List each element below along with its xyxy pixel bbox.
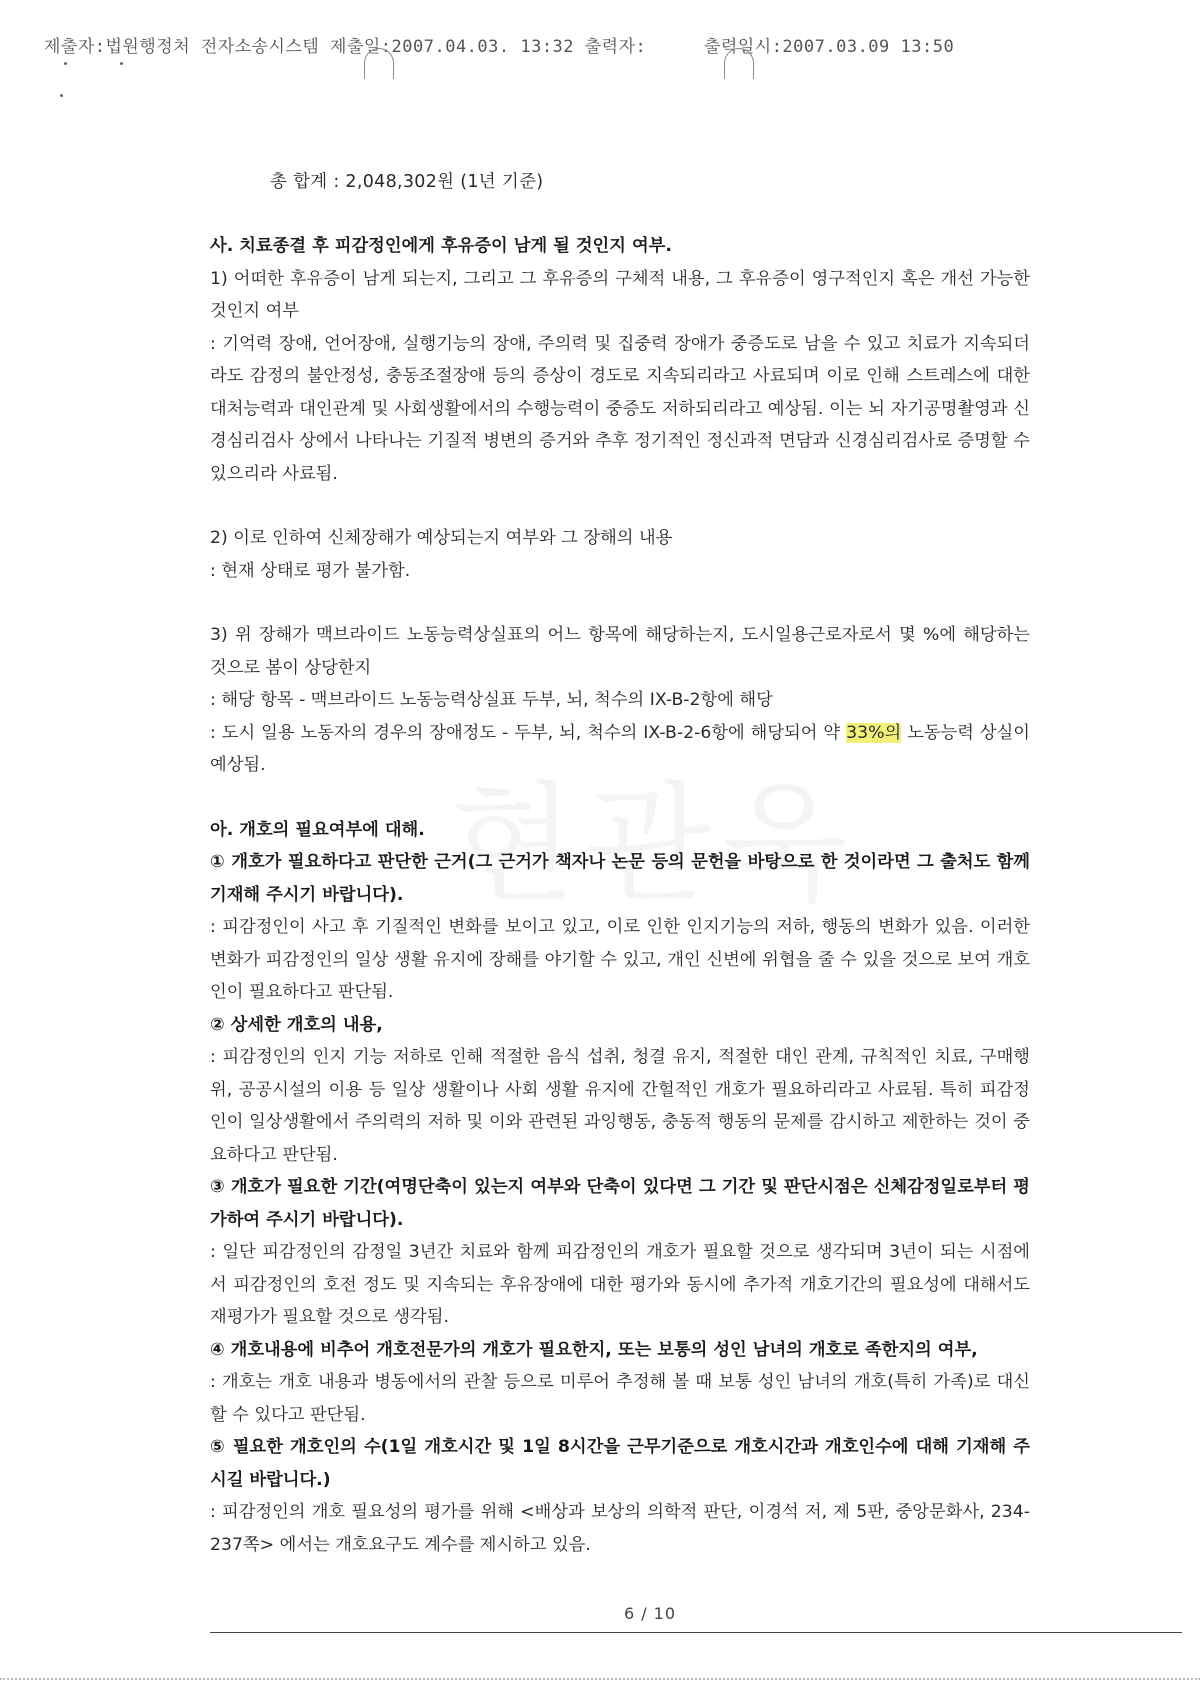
scan-speck: [120, 62, 123, 65]
fax-header-right: 출력일시:2007.03.09 13:50: [704, 37, 955, 57]
fax-header-left: 제출자:법원행정처 전자소송시스템 제출일:2007.04.03. 13:32 출력자:: [44, 37, 647, 57]
scan-speck: [60, 94, 63, 97]
punch-hole-mark: [724, 48, 754, 79]
care-item-4-heading: ④ 개호내용에 비추어 개호전문가의 개호가 필요한지, 또는 보통의 성인 남녀의 개호로 족한지의 여부,: [210, 1339, 978, 1360]
section-sa-question-2: 2) 이로 인하여 신체장해가 예상되는지 여부와 그 장해의 내용: [210, 528, 673, 548]
section-sa-question-3: 3) 위 장해가 맥브라이드 노동능력상실표의 어느 항목에 해당하는지, 도시일용근로자로서 몇 %에 해당하는 것으로 봄이 상당한지: [210, 625, 1030, 678]
total-sum: 총 합계 : 2,048,302원 (1년 기준): [270, 172, 544, 192]
degree-text-end: 노동능력 상실이 예상됨.: [210, 722, 1030, 775]
care-item-1-answer: : 피감정인이 사고 후 기질적인 변화를 보이고 있고, 이로 인한 인지기능의 저하, 행동의 변화가 있음. 이러한 변화가 피감정인의 일상 생활 유지에 장해를 야기할 수 있고, 개인 신변에 위협을 줄 수 있을 것으로 보여 개호인이 필요하다고 판단됨.: [210, 917, 1030, 1002]
footer-rule: [210, 1632, 1182, 1633]
section-a-heading: 아. 개호의 필요여부에 대해.: [210, 819, 425, 840]
care-item-5-heading: ⑤ 필요한 개호인의 수(1일 개호시간 및 1일 8시간을 근무기준으로 개호시간과 개호인수에 대해 기재해 주시길 바랍니다.): [210, 1437, 1030, 1490]
section-sa-answer-2: : 현재 상태로 평가 불가함.: [210, 560, 411, 581]
section-sa-question-1: 1) 어떠한 후유증이 남게 되는지, 그리고 그 후유증의 구체적 내용, 그 후유증이 영구적인지 혹은 개선 가능한 것인지 여부: [210, 268, 1030, 321]
document-body: [210, 230, 1030, 1561]
section-sa-answer-1: : 기억력 장애, 언어장애, 실행기능의 장애, 주의력 및 집중력 장애가 중증도로 남을 수 있고 치료가 지속되더라도 감정의 불안정성, 충동조절장애 등의 증상이 경도로 지속되리라고 사료되며 이로 인해 스트레스에 대한 대처능력과 대인관계 및 사회생활에서의 수행능력이 중증도 저하되리라고 예상됨. 이는 뇌 자기공명촬영과 신경심리검사 상에서 나타나는 기질적 병변의 증거와 추후 정기적인 정신과적 면담과 신경심리검사로 증명할 수 있으리라 사료됨.: [210, 333, 1030, 484]
care-item-2-heading: ② 상세한 개호의 내용,: [210, 1014, 383, 1035]
scan-speck: [64, 62, 67, 65]
care-item-3-heading: ③ 개호가 필요한 기간(여명단축이 있는지 여부와 단축이 있다면 그 기간 및 판단시점은 신체감정일로부터 평가하여 주시기 바랍니다).: [210, 1177, 1030, 1230]
section-sa-heading: 사. 치료종결 후 피감정인에게 후유증이 남게 될 것인지 여부.: [210, 236, 672, 256]
care-item-1-heading: ① 개호가 필요하다고 판단한 근거(그 근거가 책자나 논문 등의 문헌을 바탕으로 한 것이라면 그 출처도 함께 기재해 주시기 바랍니다).: [210, 852, 1030, 905]
page-number: 6 / 10: [623, 1604, 677, 1623]
care-item-2-answer: : 피감정인의 인지 기능 저하로 인해 적절한 음식 섭취, 청결 유지, 적절한 대인 관계, 규칙적인 치료, 구매행위, 공공시설의 이용 등 일상 생활이나 사회 생활 유지에 간헐적인 개호가 필요하리라고 사료됨. 특히 피감정인이 일상생활에서 주의력의 저하 및 이와 관련된 과잉행동, 충동적 행동의 문제를 감시하고 제한하는 것이 중요하다고 판단됨.: [210, 1047, 1030, 1165]
care-item-3-answer: : 일단 피감정인의 감정일 3년간 치료와 함께 피감정인의 개호가 필요할 것으로 생각되며 3년이 되는 시점에서 피감정인의 호전 정도 및 지속되는 후유장애에 대한 평가와 동시에 추가적 개호기간의 필요성에 대해서도 재평가가 필요할 것으로 생각됨.: [210, 1242, 1030, 1327]
degree-text: : 도시 일용 노동자의 경우의 장애정도 - 두부, 뇌, 척수의 IX-B-2-6항에 해당되어 약: [210, 722, 847, 743]
section-sa-answer-3-degree: [210, 717, 1030, 782]
care-item-5-answer: : 피감정인의 개호 필요성의 평가를 위해 <배상과 보상의 의학적 판단, 이경석 저, 제 5판, 중앙문화사, 234-237쪽> 에서는 개호요구도 계수를 제시하고 있음.: [210, 1502, 1030, 1555]
care-item-4-answer: : 개호는 개호 내용과 병동에서의 관찰 등으로 미루어 추정해 볼 때 보통 성인 남녀의 개호(특히 가족)로 대신할 수 있다고 판단됨.: [210, 1372, 1030, 1425]
section-sa-answer-3-item: : 해당 항목 - 맥브라이드 노동능력상실표 두부, 뇌, 척수의 IX-B-2항에 해당: [210, 690, 773, 710]
punch-hole-mark: [364, 48, 394, 79]
scan-edge: [0, 1678, 1200, 1680]
highlighted-percentage: 33%의: [846, 722, 902, 743]
